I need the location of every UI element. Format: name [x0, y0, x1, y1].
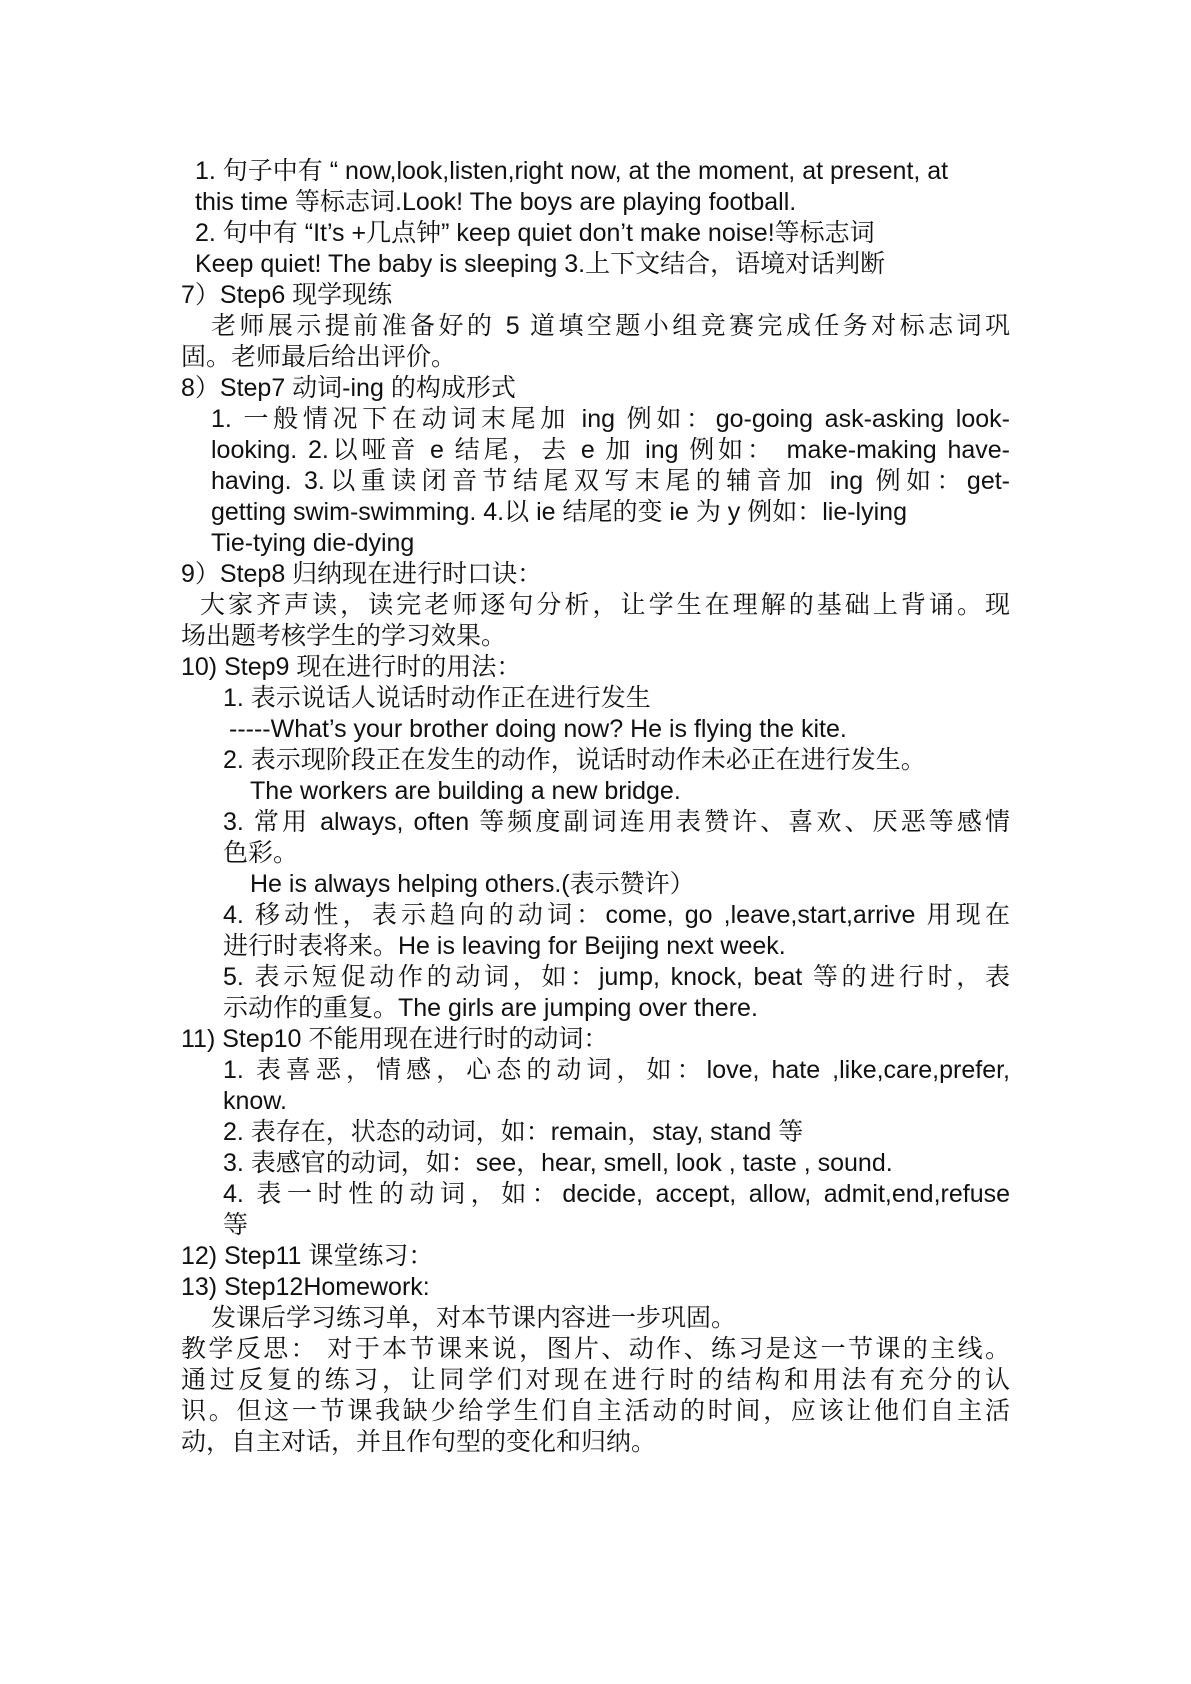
text-line: having. 3.以重读闭音节结尾双写末尾的辅音加 ing 例如：get- — [211, 467, 1010, 495]
text-line: 1. 表示说话人说话时动作正在进行发生 — [223, 684, 651, 712]
text-line: 3. 表感官的动词，如：see，hear, smell, look , taste , sound. — [223, 1149, 893, 1177]
text-line: 4. 移动性，表示趋向的动词：come, go ,leave,start,arrive 用现在 — [223, 901, 1010, 929]
text-line: 固。老师最后给出评价。 — [181, 343, 457, 371]
text-line: 等 — [223, 1211, 249, 1239]
text-line: 2. 句中有 “It’s +几点钟” keep quiet don’t make noise!等标志词 — [195, 219, 875, 247]
text-line: 示动作的重复。The girls are jumping over there. — [223, 994, 758, 1022]
text-line: looking. 2.以哑音 e 结尾，去 e 加 ing 例如： make-making have- — [211, 436, 1010, 464]
text-line: He is always helping others.(表示赞许） — [250, 870, 695, 898]
reflection-line: 通过反复的练习，让同学们对现在进行时的结构和用法有充分的认 — [181, 1366, 1010, 1394]
text-line: -----What’s your brother doing now? He is flying the kite. — [229, 715, 847, 743]
reflection-line: 动，自主对话，并且作句型的变化和归纳。 — [181, 1428, 657, 1456]
section-heading-step9: 10) Step9 现在进行时的用法： — [181, 653, 522, 681]
text-line: 1. 一般情况下在动词末尾加 ing 例如：go-going ask-asking look- — [211, 405, 1010, 433]
section-heading-step12: 13) Step12Homework: — [181, 1273, 430, 1301]
text-line: this time 等标志词.Look! The boys are playing football. — [195, 188, 797, 216]
text-line: 1. 句子中有 “ now,look,listen,right now, at the moment, at present, at — [195, 157, 949, 185]
text-line: 场出题考核学生的学习效果。 — [181, 622, 507, 650]
section-heading-step7: 8）Step7 动词-ing 的构成形式 — [181, 374, 516, 402]
text-line: 发课后学习练习单，对本节课内容进一步巩固。 — [211, 1304, 737, 1332]
text-line: 色彩。 — [223, 839, 299, 867]
section-heading-step10: 11) Step10 不能用现在进行时的动词： — [181, 1025, 609, 1053]
text-line: 进行时表将来。He is leaving for Beijing next week. — [223, 932, 786, 960]
text-line: 大家齐声读，读完老师逐句分析，让学生在理解的基础上背诵。现 — [200, 591, 1010, 619]
section-heading-step11: 12) Step11 课堂练习： — [181, 1242, 434, 1270]
text-line: know. — [223, 1087, 287, 1115]
text-line: 2. 表示现阶段正在发生的动作，说话时动作未必正在进行发生。 — [223, 746, 926, 774]
text-line: 4. 表一时性的动词，如：decide, accept, allow, admit,end,refuse — [223, 1180, 1010, 1208]
text-line: getting swim-swimming. 4.以 ie 结尾的变 ie 为 y 例如：lie-lying — [211, 498, 907, 526]
text-line: The workers are building a new bridge. — [250, 777, 681, 805]
text-line: 3. 常用 always, often 等频度副词连用表赞许、喜欢、厌恶等感情 — [223, 808, 1010, 836]
text-line: 5. 表示短促动作的动词，如：jump, knock, beat 等的进行时，表 — [223, 963, 1010, 991]
reflection-line: 识。但这一节课我缺少给学生们自主活动的时间，应该让他们自主活 — [181, 1397, 1010, 1425]
text-line: Tie-tying die-dying — [211, 529, 415, 557]
reflection-line: 教学反思： 对于本节课来说，图片、动作、练习是这一节课的主线。 — [181, 1335, 1010, 1363]
text-line: 1. 表喜恶，情感，心态的动词，如：love, hate ,like,care,prefer, — [223, 1056, 1010, 1084]
text-line: 2. 表存在，状态的动词，如：remain，stay, stand 等 — [223, 1118, 804, 1146]
text-line: 老师展示提前准备好的 5 道填空题小组竞赛完成任务对标志词巩 — [211, 312, 1010, 340]
section-heading-step8: 9）Step8 归纳现在进行时口诀： — [181, 560, 543, 588]
section-heading-step6: 7）Step6 现学现练 — [181, 281, 393, 309]
text-line: Keep quiet! The baby is sleeping 3.上下文结合，语境对话判断 — [195, 250, 886, 278]
